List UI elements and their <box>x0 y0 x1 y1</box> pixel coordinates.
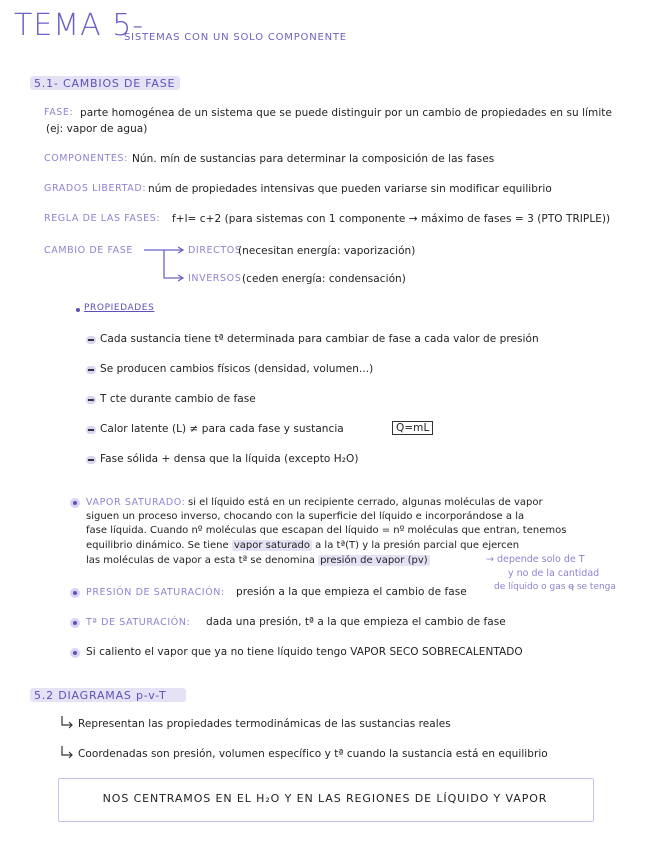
vapor-line <box>86 555 430 566</box>
propiedad-item: T cte durante cambio de fase <box>100 393 256 405</box>
fase-text: parte homogénea de un sistema que se puede distinguir por un cambio de propiedades en su límite <box>80 107 612 119</box>
diagramas-item: Coordenadas son presión, volumen específico y tª cuando la sustancia está en equilibrio <box>78 748 548 760</box>
vapor-line-part: las moléculas de vapor a esta tª se denomina <box>86 555 315 566</box>
grados-libertad-text: núm de propiedades intensivas que pueden variarse sin modificar equilibrio <box>148 183 552 195</box>
circle-bullet-icon <box>70 588 80 598</box>
vapor-line: fase líquida. Cuando nº moléculas que escapan del líquido = nº moléculas que entran, tenemos <box>86 525 567 536</box>
regla-fases-label: REGLA DE LAS FASES: <box>44 213 161 224</box>
section-heading-5-1: 5.1- CAMBIOS DE FASE <box>34 77 176 90</box>
formula-box: Q=mL <box>392 421 433 435</box>
vapor-line-part: a la tª(T) y la presión parcial que ejercen <box>315 540 520 551</box>
propiedad-item: Fase sólida + densa que la líquida (excepto H₂O) <box>100 453 359 465</box>
vapor-note: y no de la cantidad <box>508 568 600 579</box>
propiedad-item: Se producen cambios físicos (densidad, volumen...) <box>100 363 374 375</box>
propiedad-item: Cada sustancia tiene tª determinada para cambiar de fase a cada valor de presión <box>100 333 539 345</box>
dash-icon <box>86 456 96 464</box>
cambio-fase-label: CAMBIO DE FASE <box>44 245 134 256</box>
vapor-line: siguen un proceso inverso, chocando con la superficie del líquido e incorporándose a la <box>86 511 525 522</box>
vapor-line <box>86 540 519 551</box>
conclusion-text: NOS CENTRAMOS EN EL H₂O Y EN LAS REGIONES DE LÍQUIDO Y VAPOR <box>102 792 548 805</box>
componentes-label: COMPONENTES: <box>44 153 128 164</box>
vapor-saturado-label: VAPOR SATURADO: <box>86 497 186 508</box>
temp-saturacion-label: Tª DE SATURACIÓN: <box>86 617 191 628</box>
propiedades-bullet <box>76 308 80 312</box>
temp-saturacion-text: dada una presión, tª a la que empieza el cambio de fase <box>206 616 506 628</box>
vapor-line: si el líquido está en un recipiente cerrado, algunas moléculas de vapor <box>188 497 543 508</box>
inversos-label: INVERSOS <box>188 273 242 284</box>
propiedad-item: Calor latente (L) ≠ para cada fase y sustancia <box>100 423 344 435</box>
arrow-return-icon <box>60 745 74 759</box>
branch-arrow-icon <box>142 246 188 286</box>
page-subtitle: SISTEMAS CON UN SOLO COMPONENTE <box>124 32 347 43</box>
vapor-note: → depende solo de T <box>486 554 585 565</box>
vapor-saturado-highlight: vapor saturado <box>233 540 310 551</box>
presion-saturacion-label: PRESIÓN DE SATURACIÓN: <box>86 587 225 598</box>
dash-icon <box>86 396 96 404</box>
vapor-note: de líquido o gas q̶ se tenga <box>494 582 616 592</box>
section-heading-5-2: 5.2 DIAGRAMAS p-v-T <box>34 689 167 702</box>
fase-example: (ej: vapor de agua) <box>46 123 148 135</box>
fase-label: FASE: <box>44 107 74 118</box>
sobrecalentado-text: Si caliento el vapor que ya no tiene líquido tengo VAPOR SECO SOBRECALENTADO <box>86 646 523 658</box>
diagramas-item: Representan las propiedades termodinámicas de las sustancias reales <box>78 718 451 730</box>
propiedades-heading: PROPIEDADES <box>84 303 155 313</box>
circle-bullet-icon <box>70 648 80 658</box>
circle-bullet-icon <box>70 618 80 628</box>
dash-icon <box>86 336 96 344</box>
presion-vapor-highlight: presión de vapor (pv) <box>320 555 428 566</box>
circle-bullet-icon <box>70 498 80 508</box>
page-title: TEMA 5- <box>14 8 145 43</box>
dash-icon <box>86 426 96 434</box>
presion-saturacion-text: presión a la que empieza el cambio de fase <box>236 586 467 598</box>
componentes-text: Nún. mín de sustancias para determinar la composición de las fases <box>132 153 495 165</box>
directos-text: (necesitan energía: vaporización) <box>238 245 416 257</box>
grados-libertad-label: GRADOS LIBERTAD: <box>44 183 147 194</box>
inversos-text: (ceden energía: condensación) <box>242 273 406 285</box>
vapor-line-part: equilibrio dinámico. Se tiene <box>86 540 229 551</box>
regla-fases-text: f+l= c+2 (para sistemas con 1 componente → máximo de fases = 3 (PTO TRIPLE)) <box>172 213 611 225</box>
dash-icon <box>86 366 96 374</box>
arrow-return-icon <box>60 715 74 729</box>
directos-label: DIRECTOS <box>188 245 242 256</box>
